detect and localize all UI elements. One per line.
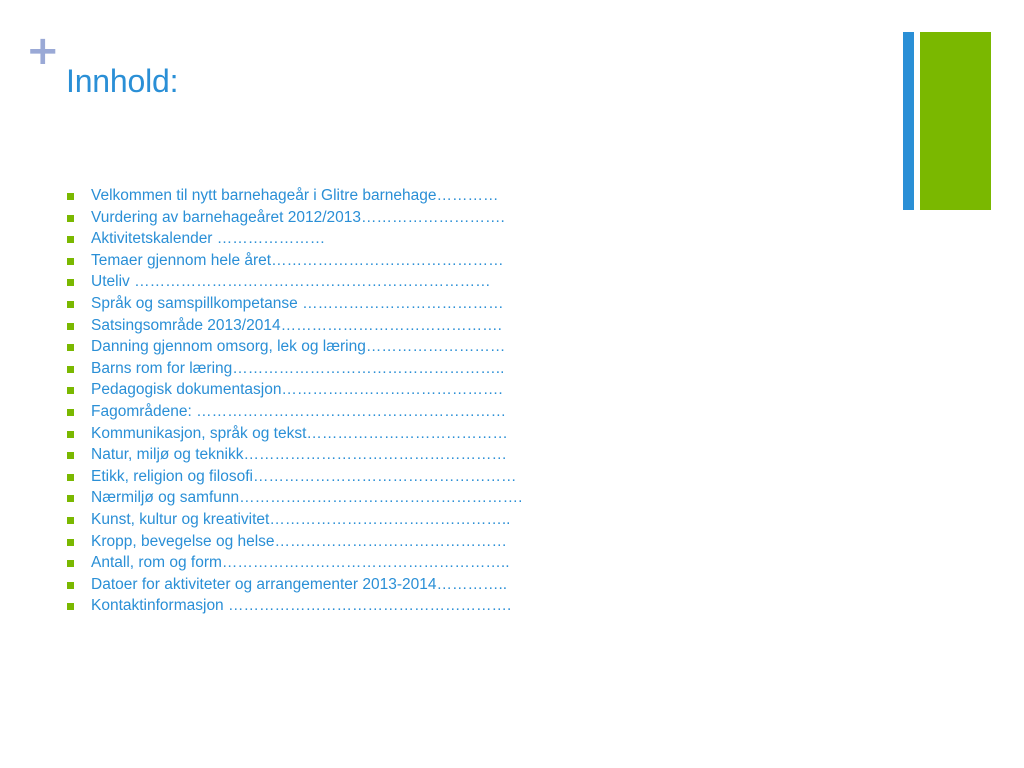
toc-item-label: Satsingsområde 2013/2014……………………………………. xyxy=(91,316,502,334)
toc-item xyxy=(0,595,522,617)
toc-item xyxy=(0,250,522,272)
toc-item-label: Fagområdene: …………………………………………………… xyxy=(91,402,507,420)
square-bullet-icon xyxy=(67,258,74,265)
toc-item-label: Nærmiljø og samfunn………………………………………………. xyxy=(91,489,523,507)
title-word: Innhold xyxy=(66,63,170,99)
toc-item-label: Kommunikasjon, språk og tekst………………………………… xyxy=(91,424,508,442)
toc-item-label: Datoer for aktiviteter og arrangementer 2013-2014………….. xyxy=(91,575,508,593)
table-of-contents xyxy=(0,185,522,617)
toc-item-label: Natur, miljø og teknikk…………………………………………… xyxy=(91,446,507,464)
slide-title xyxy=(66,62,178,100)
toc-item xyxy=(0,379,522,401)
square-bullet-icon xyxy=(67,495,74,502)
toc-item-label: Danning gjennom omsorg, lek og læring……………………… xyxy=(91,338,506,356)
square-bullet-icon xyxy=(67,560,74,567)
toc-item-label: Kropp, bevegelse og helse……………………………………… xyxy=(91,532,508,550)
toc-item xyxy=(0,574,522,596)
title-colon: : xyxy=(169,63,179,99)
toc-item xyxy=(0,185,522,207)
toc-item xyxy=(0,531,522,553)
toc-item xyxy=(0,401,522,423)
square-bullet-icon xyxy=(67,387,74,394)
toc-item-label: Kontaktinformasjon ………………………………………………. xyxy=(91,597,512,615)
toc-item xyxy=(0,552,522,574)
toc-item xyxy=(0,509,522,531)
square-bullet-icon xyxy=(67,301,74,308)
toc-item xyxy=(0,271,522,293)
square-bullet-icon xyxy=(67,215,74,222)
toc-item-label: Uteliv …………………………………………………………… xyxy=(91,273,491,291)
toc-item xyxy=(0,423,522,445)
accent-bar-green xyxy=(920,32,991,210)
toc-item-label: Språk og samspillkompetanse ………………………………… xyxy=(91,294,504,312)
toc-item-label: Antall, rom og form……………………………………………….. xyxy=(91,554,510,572)
square-bullet-icon xyxy=(67,409,74,416)
toc-item xyxy=(0,207,522,229)
toc-item xyxy=(0,336,522,358)
square-bullet-icon xyxy=(67,517,74,524)
toc-item-label: Etikk, religion og filosofi…………………………………………… xyxy=(91,467,517,485)
square-bullet-icon xyxy=(67,431,74,438)
toc-item xyxy=(0,228,522,250)
toc-item-label: Kunst, kultur og kreativitet……………………………………….. xyxy=(91,510,511,528)
square-bullet-icon xyxy=(67,452,74,459)
square-bullet-icon xyxy=(67,582,74,589)
toc-item xyxy=(0,293,522,315)
square-bullet-icon xyxy=(67,474,74,481)
toc-item xyxy=(0,466,522,488)
square-bullet-icon xyxy=(67,344,74,351)
accent-bar-blue xyxy=(903,32,914,210)
toc-item xyxy=(0,487,522,509)
toc-item-label: Velkommen til nytt barnehageår i Glitre barnehage………… xyxy=(91,187,499,204)
square-bullet-icon xyxy=(67,236,74,243)
square-bullet-icon xyxy=(67,603,74,610)
square-bullet-icon xyxy=(67,323,74,330)
toc-item xyxy=(0,358,522,380)
square-bullet-icon xyxy=(67,366,74,373)
square-bullet-icon xyxy=(67,193,74,200)
plus-icon: + xyxy=(26,28,60,74)
toc-item-label: Vurdering av barnehageåret 2012/2013………………………. xyxy=(91,208,505,226)
toc-item-label: Temaer gjennom hele året……………………………………… xyxy=(91,251,504,269)
toc-item-label: Pedagogisk dokumentasjon……………………………………. xyxy=(91,381,503,399)
square-bullet-icon xyxy=(67,539,74,546)
toc-item xyxy=(0,444,522,466)
toc-item-label: Aktivitetskalender ………………… xyxy=(91,230,326,248)
toc-item xyxy=(0,315,522,337)
toc-item-label: Barns rom for læring…………………………………………….. xyxy=(91,359,505,377)
square-bullet-icon xyxy=(67,279,74,286)
